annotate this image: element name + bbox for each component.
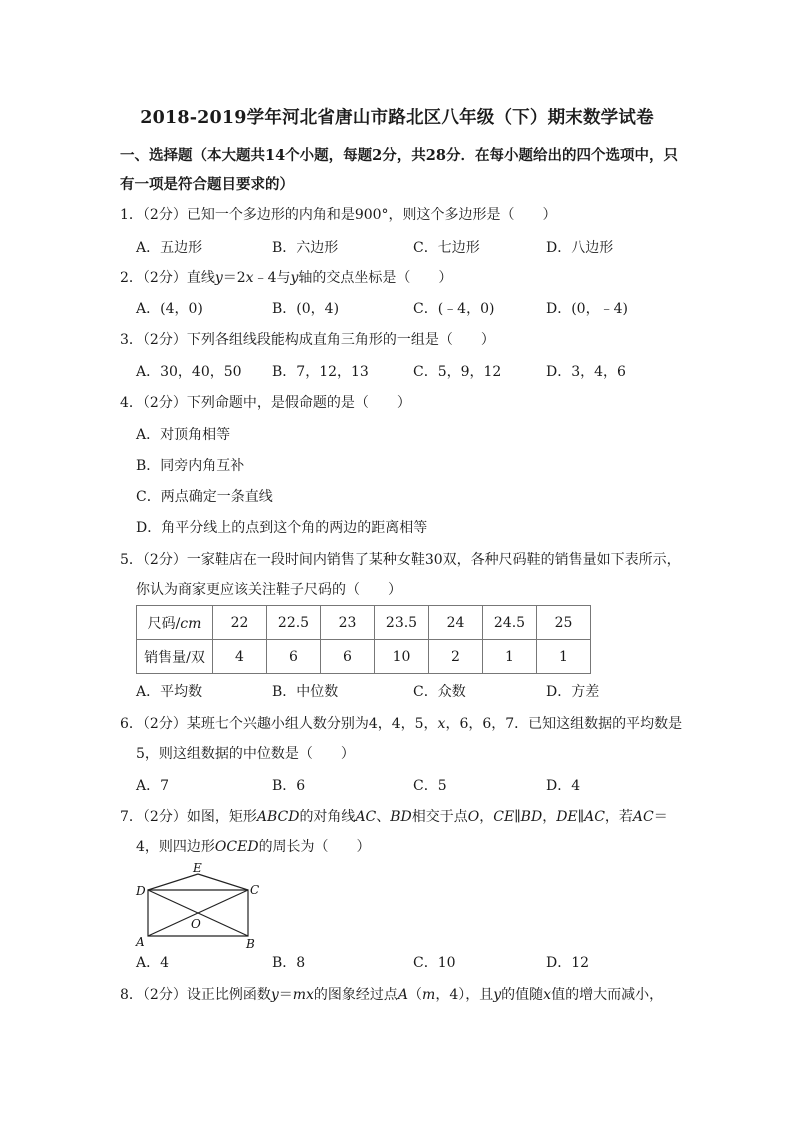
q4-option-d[interactable]: D．角平分线上的点到这个角的两边的距离相等 [136,520,428,536]
label-d: D [136,884,146,898]
table-cell: 23 [321,606,375,640]
question-5-line2: 你认为商家更应该关注鞋子尺码的（ ） [136,582,402,598]
table-header-count: 销售量/双 [137,640,213,674]
question-2: 2．（2分）直线y＝2x﹣4与y轴的交点坐标是（ ） [120,270,453,286]
segment-ec [198,874,248,890]
q3-option-c[interactable]: C．5，9，12 [413,364,502,380]
table-cell: 22 [213,606,267,640]
table-cell: 23.5 [375,606,429,640]
q1-option-d[interactable]: D．八边形 [546,240,614,256]
label-b: B [246,937,255,951]
table-cell: 25 [537,606,591,640]
question-6-line1: 6．（2分）某班七个兴趣小组人数分别为4，4，5，x，6，6，7．已知这组数据的平均数是 [120,716,683,732]
table-cell: 10 [375,640,429,674]
question-7-line1: 7．（2分）如图，矩形ABCD的对角线AC、BD相交于点O，CE∥BD，DE∥AC，若AC＝ [120,809,668,825]
q1-option-b[interactable]: B．六边形 [272,240,339,256]
q1-option-c[interactable]: C．七边形 [413,240,480,256]
question-6-line2: 5，则这组数据的中位数是（ ） [136,746,355,762]
q3-option-a[interactable]: A．30，40，50 [136,364,242,380]
q7-option-b[interactable]: B．8 [272,955,306,971]
table-cell: 4 [213,640,267,674]
q5-option-c[interactable]: C．众数 [413,684,466,700]
table-cell: 6 [267,640,321,674]
table-cell: 1 [483,640,537,674]
page-title: 2018-2019学年河北省唐山市路北区八年级（下）期末数学试卷 [140,108,654,128]
label-o: O [191,917,201,931]
table-row [137,640,591,674]
label-e: E [193,862,202,875]
q2-option-b[interactable]: B．(0，4) [272,301,340,317]
q7-option-d[interactable]: D．12 [546,955,590,971]
table-cell: 24.5 [483,606,537,640]
q4-option-a[interactable]: A．对顶角相等 [136,427,231,443]
q6-option-a[interactable]: A．7 [136,778,170,794]
q2-option-c[interactable]: C．(﹣4，0) [413,301,495,317]
q5-option-b[interactable]: B．中位数 [272,684,339,700]
question-7-line2: 4，则四边形OCED的周长为（ ） [136,839,371,855]
q3-option-b[interactable]: B．7，12，13 [272,364,369,380]
q4-option-c[interactable]: C．两点确定一条直线 [136,489,273,505]
q5-option-a[interactable]: A．平均数 [136,684,203,700]
q4-option-b[interactable]: B．同旁内角互补 [136,458,245,474]
rectangle-figure [134,862,264,952]
q6-option-d[interactable]: D．4 [546,778,581,794]
q3-option-d[interactable]: D．3，4，6 [546,364,626,380]
question-4: 4．（2分）下列命题中，是假命题的是（ ） [120,395,411,411]
table-cell: 6 [321,640,375,674]
section-heading-line1: 一、选择题（本大题共14个小题，每题2分，共28分．在每小题给出的四个选项中，只 [120,147,678,164]
table-cell: 2 [429,640,483,674]
question-3: 3．（2分）下列各组线段能构成直角三角形的一组是（ ） [120,332,495,348]
table-cell: 1 [537,640,591,674]
shoe-size-table [136,605,591,674]
table-header-size: 尺码/cm [137,606,213,640]
label-c: C [250,883,260,897]
question-1: 1．（2分）已知一个多边形的内角和是900°，则这个多边形是（ ） [120,207,557,223]
table-cell: 24 [429,606,483,640]
q2-option-a[interactable]: A．(4，0) [136,301,203,317]
q2-option-d[interactable]: D．(0，﹣4) [546,301,628,317]
q7-option-a[interactable]: A．4 [136,955,170,971]
q6-option-b[interactable]: B．6 [272,778,306,794]
q1-option-a[interactable]: A．五边形 [136,240,203,256]
q7-option-c[interactable]: C．10 [413,955,456,971]
question-8-line1: 8．（2分）设正比例函数y＝mx的图象经过点A（m，4），且y的值随x值的增大而减小， [120,987,664,1003]
section-heading-line2: 有一项是符合题目要求的） [120,176,294,193]
table-cell: 22.5 [267,606,321,640]
q6-option-c[interactable]: C．5 [413,778,447,794]
label-a: A [136,935,145,949]
q5-option-d[interactable]: D．方差 [546,684,600,700]
segment-de [148,874,198,890]
table-row [137,606,591,640]
question-5-line1: 5．（2分）一家鞋店在一段时间内销售了某种女鞋30双，各种尺码鞋的销售量如下表所示， [120,552,681,568]
